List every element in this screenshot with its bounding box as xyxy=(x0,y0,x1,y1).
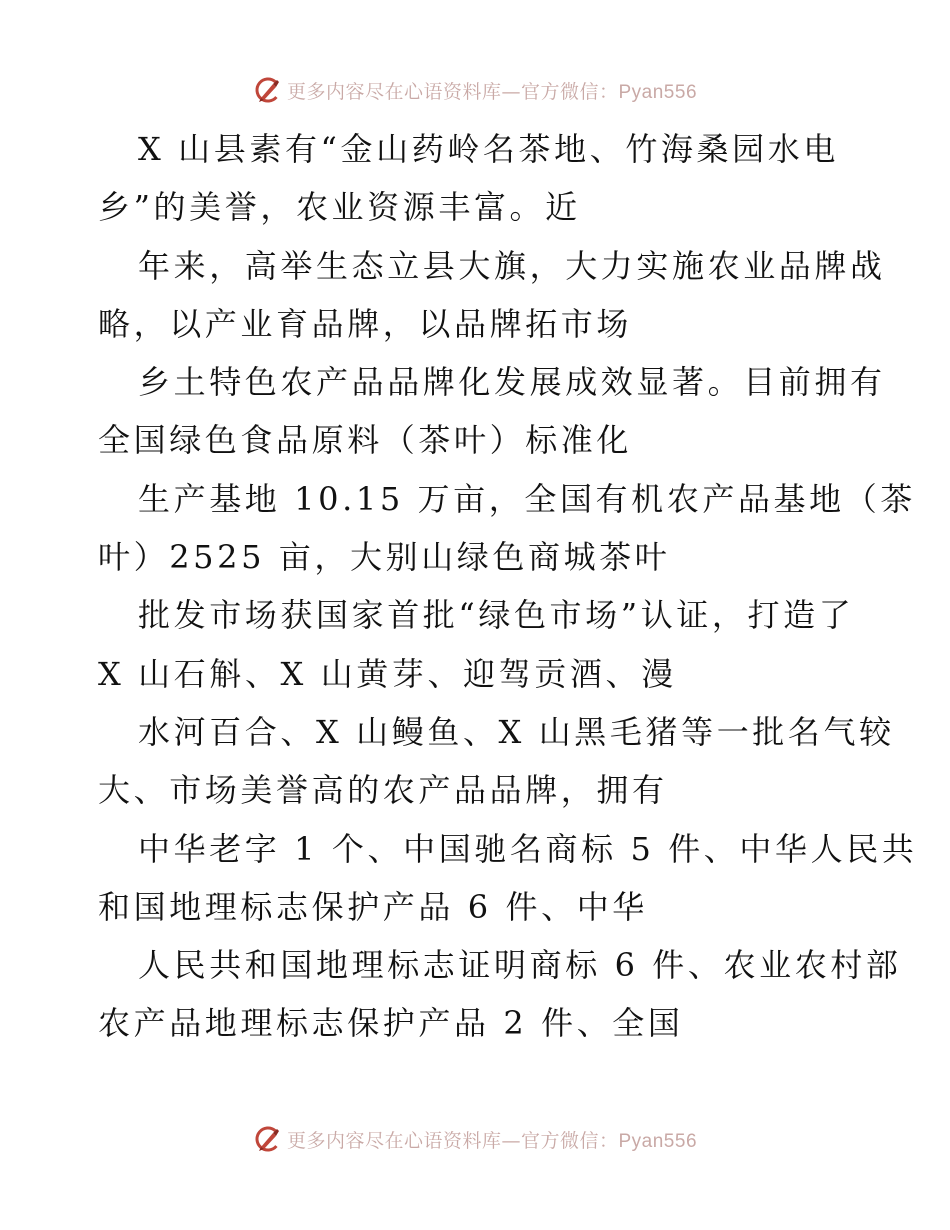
pen-logo-icon xyxy=(253,1124,283,1154)
body-line: 略，以产业育品牌，以品牌拓市场 xyxy=(98,304,633,343)
body-line: 和国地理标志保护产品 6 件、中华 xyxy=(98,887,648,926)
footer-banner xyxy=(0,1121,950,1157)
body-line: 水河百合、X 山鳗鱼、X 山黑毛猪等一批名气较 xyxy=(138,712,895,751)
header-wechat-id: Pyan556 xyxy=(618,81,698,103)
document-body xyxy=(98,120,918,1053)
body-line: 农产品地理标志保护产品 2 件、全国 xyxy=(98,1004,684,1043)
body-line: 全国绿色食品原料（茶叶）标准化 xyxy=(98,421,633,460)
body-line: 中华老字 1 个、中国驰名商标 5 件、中华人民共 xyxy=(138,829,918,868)
body-line: X 山县素有“金山药岭名茶地、竹海桑园水电 xyxy=(138,130,839,168)
body-line: 叶）2525 亩，大别山绿色商城茶叶 xyxy=(98,538,671,577)
body-line: 人民共和国地理标志证明商标 6 件、农业农村部 xyxy=(138,946,902,985)
header-banner xyxy=(0,72,950,108)
body-line: 年来，高举生态立县大旗，大力实施农业品牌战 xyxy=(138,246,886,285)
body-line: 乡”的美誉，农业资源丰富。近 xyxy=(98,188,581,227)
body-line: 生产基地 10.15 万亩，全国有机农产品基地（茶 xyxy=(138,479,916,518)
body-line: 批发市场获国家首批“绿色市场”认证，打造了 xyxy=(138,596,855,635)
body-line: X 山石斛、X 山黄芽、迎驾贡酒、漫 xyxy=(98,654,677,693)
footer-wechat-id: Pyan556 xyxy=(618,1130,698,1152)
pen-logo-icon xyxy=(253,75,283,105)
header-banner-text: 更多内容尽在心语资料库—官方微信：Pyan556 xyxy=(286,80,698,103)
body-line: 大、市场美誉高的农产品品牌，拥有 xyxy=(98,771,668,810)
body-line: 乡土特色农产品品牌化发展成效显著。目前拥有 xyxy=(138,363,886,402)
footer-banner-text: 更多内容尽在心语资料库—官方微信：Pyan556 xyxy=(286,1129,698,1152)
